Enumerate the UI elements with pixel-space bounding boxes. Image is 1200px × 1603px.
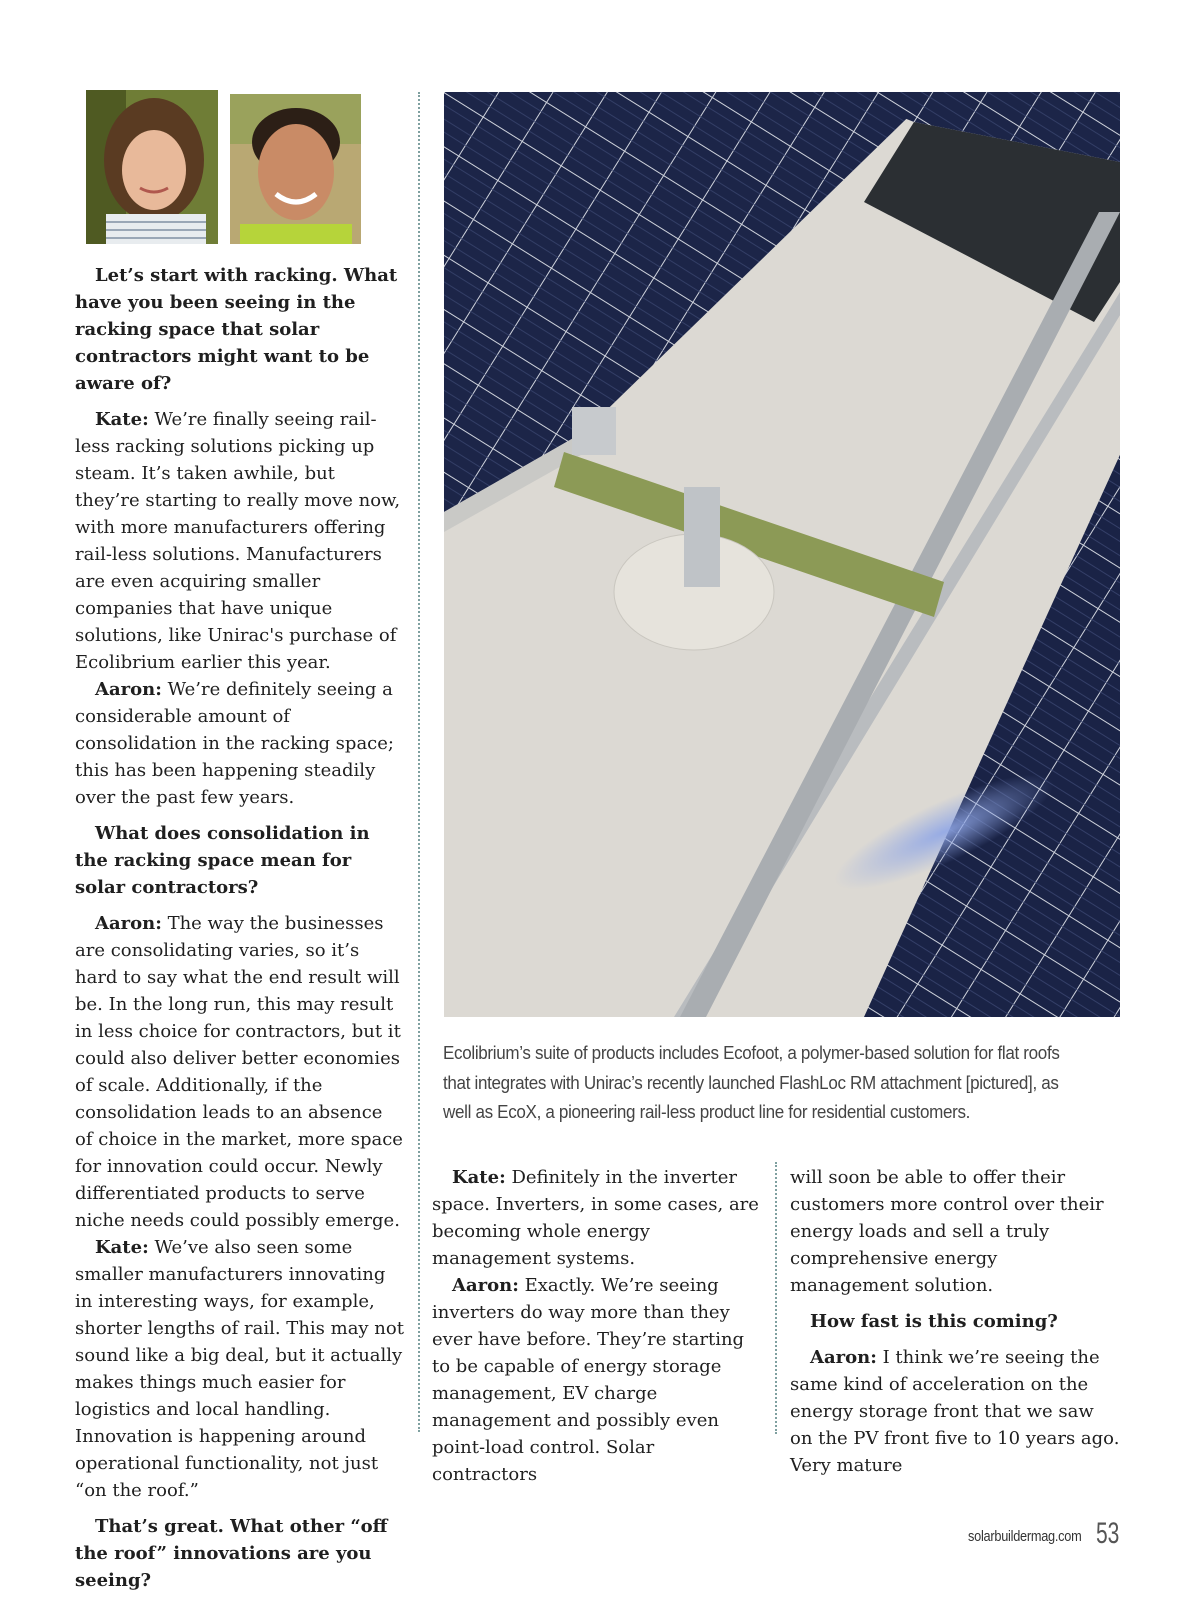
answer-paragraph [75,406,405,676]
speaker-label: Kate: [95,1237,149,1258]
answer-paragraph [432,1272,764,1488]
photo-caption: Ecolibrium’s suite of products includes Ecofoot, a polymer-based solution for flat roofs that integrates with Unirac’s recently launched FlashLoc RM attachment [pictured], as well as EcoX, a pioneering rail-less product line for residential customers. [443,1042,1060,1122]
kate-headshot [86,90,218,244]
page-number: 53 [1096,1517,1120,1550]
speaker-label: Kate: [95,409,149,430]
question-how-fast: How fast is this coming? [810,1311,1058,1332]
answer-text: Definitely in the inverter space. Inverters, in some cases, are becoming whole energy management systems. [432,1167,759,1269]
column-rule-left [418,92,420,1432]
answer-text: I think we’re seeing the same kind of acceleration on the energy storage front that we saw on the PV front five to 10 years ago. Very mature [790,1347,1120,1476]
footer-website: solarbuildermag.com [968,1528,1082,1545]
answer-text: Exactly. We’re seeing inverters do way more than they ever have before. They’re starting to be capable of energy storage management, EV charge management and possibly even point-load control. Solar contractors [432,1275,745,1485]
question-consolidation: What does consolidation in the racking space mean for solar contractors? [75,823,370,898]
answer-paragraph [75,676,405,811]
middle-column [432,1164,764,1488]
answer-paragraph [75,910,405,1234]
speaker-label: Aaron: [95,679,162,700]
speaker-label: Aaron: [810,1347,877,1368]
column-rule-lower [775,1162,777,1434]
question-racking: Let’s start with racking. What have you been seeing in the racking space that solar contractors might want to be aware of? [75,265,398,394]
continued-paragraph: will soon be able to offer their customers more control over their energy loads and sell a truly comprehensive energy management solution. [790,1167,1104,1296]
right-column [790,1164,1120,1479]
answer-text: We’ve also seen some smaller manufacturers innovating in interesting ways, for example, shorter lengths of rail. This may not sound like a big deal, but it actually makes things much easier for logistics and local handling. Innovation is happening around operational functionality, not just “on the roof.” [75,1237,404,1501]
speaker-label: Aaron: [95,913,162,934]
answer-paragraph [75,1234,405,1504]
answer-paragraph [790,1344,1120,1479]
speaker-label: Aaron: [452,1275,519,1296]
aaron-headshot [230,94,361,244]
left-column [75,262,405,1603]
solar-panel-photo [444,92,1120,1017]
question-off-roof: That’s great. What other “off the roof” innovations are you seeing? [75,1516,388,1591]
answer-text: We’re finally seeing rail-less racking solutions picking up steam. It’s taken awhile, but they’re starting to really move now, with more manufacturers offering rail-less solutions. Manufacturers are even acquiring smaller companies that have unique solutions, like Unirac's purchase of Ecolibrium earlier this year. [75,409,401,673]
speaker-label: Kate: [452,1167,506,1188]
answer-text: We’re definitely seeing a considerable amount of consolidation in the racking space; this has been happening steadily over the past few years. [75,679,394,808]
answer-paragraph [432,1164,764,1272]
answer-text: The way the businesses are consolidating varies, so it’s hard to say what the end result will be. In the long run, this may result in less choice for contractors, but it could also deliver better economies of scale. Additionally, if the consolidation leads to an absence of choice in the market, more space for innovation could occur. Newly differentiated products to serve niche needs could possibly emerge. [75,913,403,1231]
